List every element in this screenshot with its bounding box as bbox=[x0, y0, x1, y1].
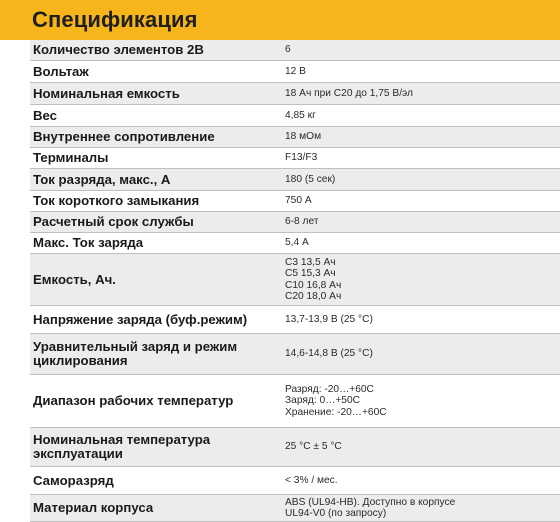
spec-value-line: 14,6-14,8 В (25 °С) bbox=[285, 348, 373, 360]
spec-value-line: 12 В bbox=[285, 65, 306, 77]
spec-value-line: 180 (5 сек) bbox=[285, 173, 336, 185]
spec-value-line: F13/F3 bbox=[285, 152, 318, 164]
spec-value bbox=[276, 40, 560, 60]
spec-row bbox=[30, 375, 560, 428]
specification-table bbox=[30, 40, 560, 522]
spec-row bbox=[30, 83, 560, 105]
spec-value bbox=[276, 83, 560, 104]
spec-label: Вес bbox=[33, 107, 58, 123]
spec-label: Количество элементов 2В bbox=[33, 42, 204, 57]
page-title: Спецификация bbox=[32, 7, 198, 32]
spec-label: Саморазряд bbox=[33, 472, 114, 488]
spec-value-line: С5 15,3 Ач bbox=[285, 268, 336, 279]
spec-label: Номинальная емкость bbox=[33, 85, 180, 101]
spec-value bbox=[276, 467, 560, 494]
spec-label: Ток разряда, макс., А bbox=[33, 171, 171, 187]
spec-value bbox=[276, 212, 560, 232]
spec-value bbox=[276, 61, 560, 82]
spec-label: Материал корпуса bbox=[33, 500, 154, 515]
spec-row bbox=[30, 191, 560, 212]
spec-label: Расчетный срок службы bbox=[33, 214, 194, 229]
spec-value-line: ABS (UL94-HB). Доступно в корпусе bbox=[285, 496, 456, 508]
spec-value bbox=[276, 148, 560, 168]
spec-label: Емкость, Ач. bbox=[33, 271, 116, 287]
spec-value bbox=[276, 105, 560, 126]
spec-value-line: 5,4 А bbox=[285, 237, 309, 249]
spec-value bbox=[276, 495, 560, 521]
spec-value-line: С20 18,0 Ач bbox=[285, 291, 342, 302]
spec-row bbox=[30, 148, 560, 169]
spec-value bbox=[276, 334, 560, 374]
spec-value-line: С10 16,8 Ач bbox=[285, 279, 342, 291]
spec-value-line: < 3% / мес. bbox=[285, 474, 338, 486]
spec-value-line: 13,7-13,9 В (25 °С) bbox=[285, 313, 373, 325]
spec-value bbox=[276, 191, 560, 211]
spec-row bbox=[30, 306, 560, 334]
spec-row bbox=[30, 428, 560, 467]
spec-label: Вольтаж bbox=[33, 63, 89, 79]
spec-row bbox=[30, 254, 560, 306]
spec-row bbox=[30, 127, 560, 148]
spec-label: Диапазон рабочих температур bbox=[33, 393, 234, 408]
spec-row bbox=[30, 40, 560, 61]
spec-header-bar bbox=[0, 0, 560, 40]
spec-value-line: 18 мОм bbox=[285, 131, 322, 143]
spec-value-line: UL94-V0 (по запросу) bbox=[285, 508, 387, 519]
spec-label: Уравнительный заряд и режим циклирования bbox=[33, 339, 238, 368]
spec-value-line: Разряд: -20…+60С bbox=[285, 383, 374, 395]
spec-value-line: 25 °С ± 5 °С bbox=[285, 441, 342, 453]
spec-row bbox=[30, 169, 560, 191]
spec-value bbox=[276, 233, 560, 253]
spec-value-line: Заряд: 0…+50С bbox=[285, 395, 360, 407]
spec-value bbox=[276, 375, 560, 427]
spec-label: Макс. Ток заряда bbox=[33, 235, 144, 250]
spec-value bbox=[276, 428, 560, 466]
spec-value-line: 750 А bbox=[285, 195, 312, 207]
spec-row bbox=[30, 212, 560, 233]
spec-label: Ток короткого замыкания bbox=[33, 193, 200, 208]
spec-value-line: С3 13,5 Ач bbox=[285, 256, 336, 268]
spec-value bbox=[276, 169, 560, 190]
spec-label: Напряжение заряда (буф.режим) bbox=[33, 311, 248, 327]
spec-label: Внутреннее сопротивление bbox=[33, 129, 215, 144]
spec-value bbox=[276, 306, 560, 333]
spec-value bbox=[276, 254, 560, 305]
spec-row bbox=[30, 334, 560, 375]
spec-label: Номинальная температура эксплуатации bbox=[33, 432, 211, 461]
spec-row bbox=[30, 467, 560, 495]
spec-row bbox=[30, 233, 560, 254]
spec-value-line: 4,85 кг bbox=[285, 109, 316, 121]
spec-value-line: 18 Ач при С20 до 1,75 В/эл bbox=[285, 87, 413, 99]
spec-row bbox=[30, 61, 560, 83]
spec-value-line: Хранение: -20…+60С bbox=[285, 406, 387, 418]
spec-value bbox=[276, 127, 560, 147]
spec-value-line: 6 bbox=[285, 44, 291, 56]
spec-row bbox=[30, 105, 560, 127]
spec-label: Терминалы bbox=[33, 150, 109, 165]
spec-value-line: 6-8 лет bbox=[285, 216, 319, 228]
spec-row bbox=[30, 495, 560, 522]
